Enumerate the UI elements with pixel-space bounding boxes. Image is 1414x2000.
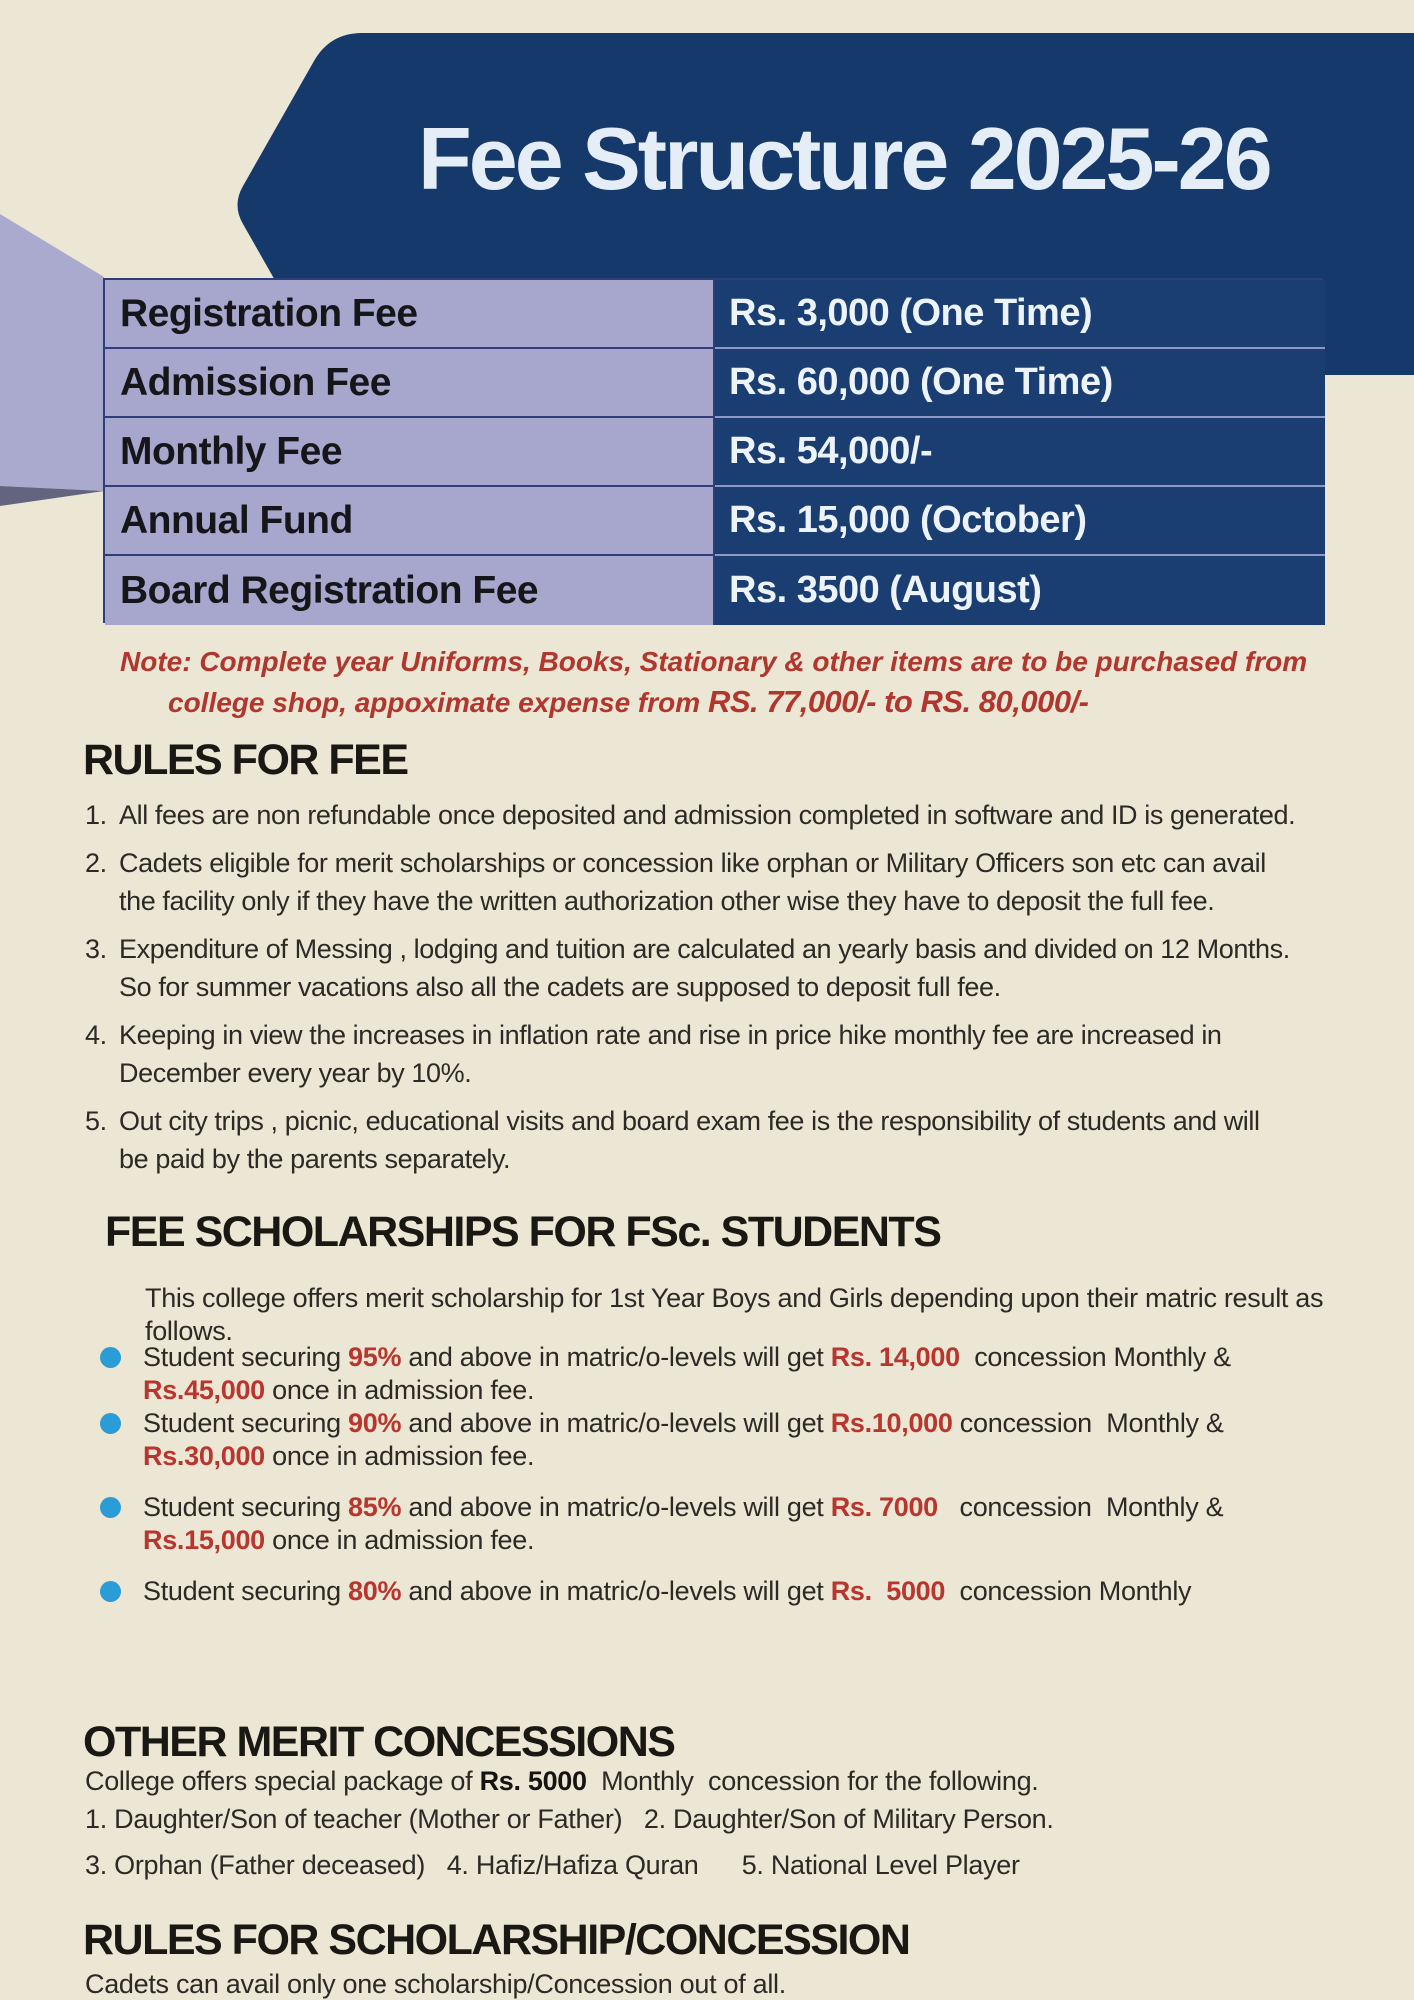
rules-for-fee-list: [85, 796, 1385, 1188]
ribbon-shape: [0, 214, 104, 491]
rule-number: 5.: [85, 1106, 107, 1136]
fee-value-cell: Rs. 3,000 (One Time): [715, 280, 1325, 349]
bullet-item: Student securing 80% and above in matric/o-levels will get Rs. 5000 concession Monthly: [100, 1575, 1380, 1608]
fee-label-cell: Monthly Fee: [105, 418, 715, 487]
fee-label-cell: Annual Fund: [105, 487, 715, 556]
note-line-1: Note: Complete year Uniforms, Books, Stationary & other items are to be purchased from: [120, 646, 1308, 677]
rule-item: 5. Out city trips , picnic, educational visits and board exam fee is the responsibility of students and will be paid by the parents separately.: [85, 1102, 1385, 1178]
fee-value-cell: Rs. 3500 (August): [715, 556, 1325, 625]
other-concessions-heading: OTHER MERIT CONCESSIONS: [83, 1718, 675, 1766]
note-line-2: [168, 684, 1089, 720]
fee-value-cell: Rs. 60,000 (One Time): [715, 349, 1325, 418]
note-line-2-prefix: college shop, appoximate expense from: [168, 687, 708, 718]
rule-number: 1.: [85, 800, 107, 830]
rule-item: 2. Cadets eligible for merit scholarships or concession like orphan or Military Officers son etc can avail the facility only if they have the written authorization other wise they have to deposit the full fee.: [85, 844, 1385, 920]
rule-number: 3.: [85, 934, 107, 964]
fee-value-cell: Rs. 54,000/-: [715, 418, 1325, 487]
concession-list-line-2: 3. Orphan (Father deceased) 4. Hafiz/Hafiza Quran 5. National Level Player: [85, 1850, 1020, 1880]
scholarships-heading: FEE SCHOLARSHIPS FOR FSc. STUDENTS: [105, 1208, 941, 1256]
rule-number: 2.: [85, 848, 107, 878]
rules-for-scholarship-heading: RULES FOR SCHOLARSHIP/CONCESSION: [83, 1916, 910, 1964]
scholarships-bullet-list: [100, 1341, 1380, 1608]
bullet-item: Student securing 85% and above in matric/o-levels will get Rs. 7000 concession Monthly & Rs.15,000 once in admission fee.: [100, 1491, 1380, 1557]
note-amount: RS. 77,000/- to RS. 80,000/-: [707, 684, 1089, 719]
scholarships-intro: This college offers merit scholarship for 1st Year Boys and Girls depending upon their matric result as follows.: [145, 1283, 1324, 1346]
bullet-icon: [100, 1581, 121, 1602]
bullet-icon: [100, 1413, 121, 1434]
bullet-item: Student securing 90% and above in matric/o-levels will get Rs.10,000 concession Monthly & Rs.30,000 once in admission fee.: [100, 1407, 1380, 1473]
concession-list-line-1: 1. Daughter/Son of teacher (Mother or Father) 2. Daughter/Son of Military Person.: [85, 1804, 1054, 1834]
page-title: Fee Structure 2025-26: [418, 109, 1270, 208]
bullet-icon: [100, 1347, 121, 1368]
rules-for-fee-heading: RULES FOR FEE: [83, 736, 408, 784]
fee-value-cell: Rs. 15,000 (October): [715, 487, 1325, 556]
fee-label-cell: Admission Fee: [105, 349, 715, 418]
bullet-item: Student securing 95% and above in matric/o-levels will get Rs. 14,000 concession Monthly & Rs.45,000 once in admission fee.: [100, 1341, 1380, 1407]
bullet-icon: [100, 1497, 121, 1518]
fee-label-cell: Registration Fee: [105, 280, 715, 349]
rule-item: 3. Expenditure of Messing , lodging and tuition are calculated an yearly basis and divided on 12 Months. So for summer vacations also all the cadets are supposed to deposit full fee.: [85, 930, 1385, 1006]
rule-item: 4. Keeping in view the increases in inflation rate and rise in price hike monthly fee are increased in December every year by 10%.: [85, 1016, 1385, 1092]
fee-table: [103, 278, 1323, 623]
fee-label-cell: Board Registration Fee: [105, 556, 715, 625]
rules-for-scholarship-text: Cadets can avail only one scholarship/Concession out of all.: [85, 1969, 786, 1999]
concession-package-line: College offers special package of Rs. 5000 Monthly concession for the following.: [85, 1766, 1039, 1796]
rule-number: 4.: [85, 1020, 107, 1050]
rule-item: 1. All fees are non refundable once deposited and admission completed in software and ID is generated.: [85, 796, 1385, 834]
